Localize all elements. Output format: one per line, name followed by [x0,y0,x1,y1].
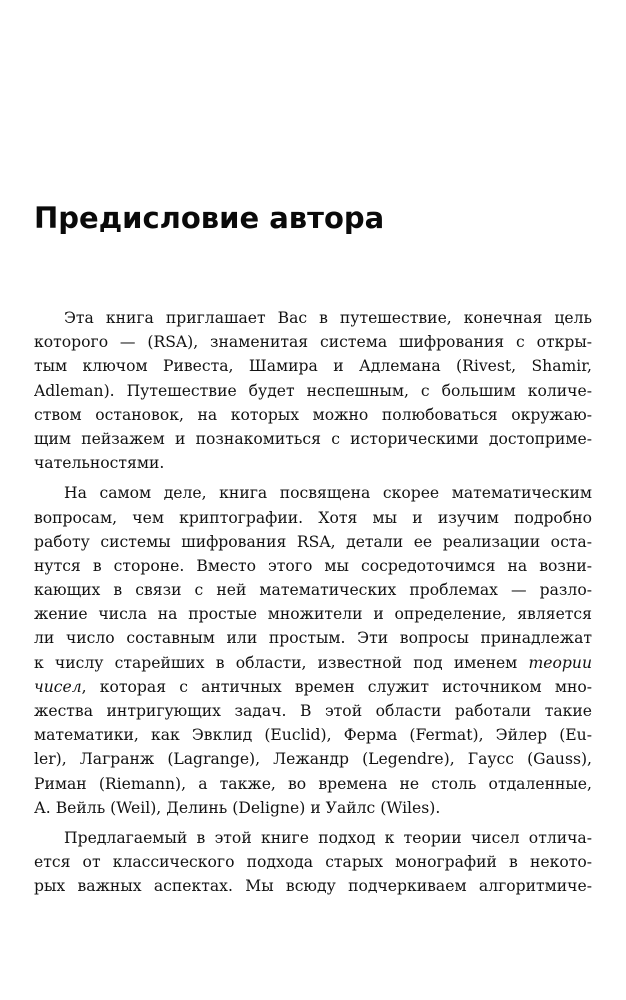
text-line: Риман (Riemann), а также, во времена не столь отдаленные, [34,774,592,793]
paragraph-1 [34,306,592,475]
text-segment: , которая с античных времен служит источником мно- [81,677,592,696]
paragraph-2 [34,481,592,820]
text-line: На самом деле, книга посвящена скорее математическим [64,484,592,503]
text-line-with-emphasis [34,675,592,699]
emphasis-text: чисел [34,677,82,696]
text-line: рых важных аспектах. Мы всюду подчеркиваем алгоритмиче- [34,877,592,896]
text-line: щим пейзажем и познакомиться с историческими достоприме- [34,429,592,448]
text-line: нутся в стороне. Вместо этого мы сосредоточимся на возни- [34,556,592,575]
text-line-with-emphasis [34,651,592,675]
text-line: ется от классического подхода старых монографий в некото- [34,853,592,872]
text-line: Adleman). Путешествие будет неспешным, с большим количе- [34,381,592,400]
text-line: ством остановок, на которых можно полюбоваться окружаю- [34,405,592,424]
text-line: чательностями. [34,454,165,473]
page-title: Предисловие автора [34,201,385,235]
text-line: Предлагаемый в этой книге подход к теории чисел отлича- [64,828,592,847]
paragraph-3 [34,826,592,899]
text-line: Эта книга приглашает Вас в путешествие, конечная цель [64,309,592,327]
text-line: тым ключом Ривеста, Шамира и Адлемана (Rivest, Shamir, [34,357,592,376]
text-line: жение числа на простые множители и определение, является [34,605,592,624]
text-line: которого — (RSA), знаменитая система шифрования с откры- [34,333,592,352]
body-text [34,306,592,905]
text-segment: к числу старейших в области, известной под именем [34,653,518,672]
emphasis-text: теории [528,653,592,672]
text-line: работу системы шифрования RSA, детали ее реализации оста- [34,532,592,551]
text-line: ler), Лагранж (Lagrange), Лежандр (Legendre), Гаусс (Gauss), [34,750,592,769]
text-line: вопросам, чем криптографии. Хотя мы и изучим подробно [34,508,592,527]
text-line: математики, как Эвклид (Euclid), Ферма (Fermat), Эйлер (Eu- [34,726,592,745]
text-line: ли число составным или простым. Эти вопросы принадлежат [34,629,592,648]
text-line: кающих в связи с ней математических проблемах — разло- [34,581,592,600]
text-line: жества интригующих задач. В этой области работали такие [34,702,592,720]
text-line: А. Вейль (Weil), Делинь (Deligne) и Уайлс (Wiles). [34,798,441,817]
